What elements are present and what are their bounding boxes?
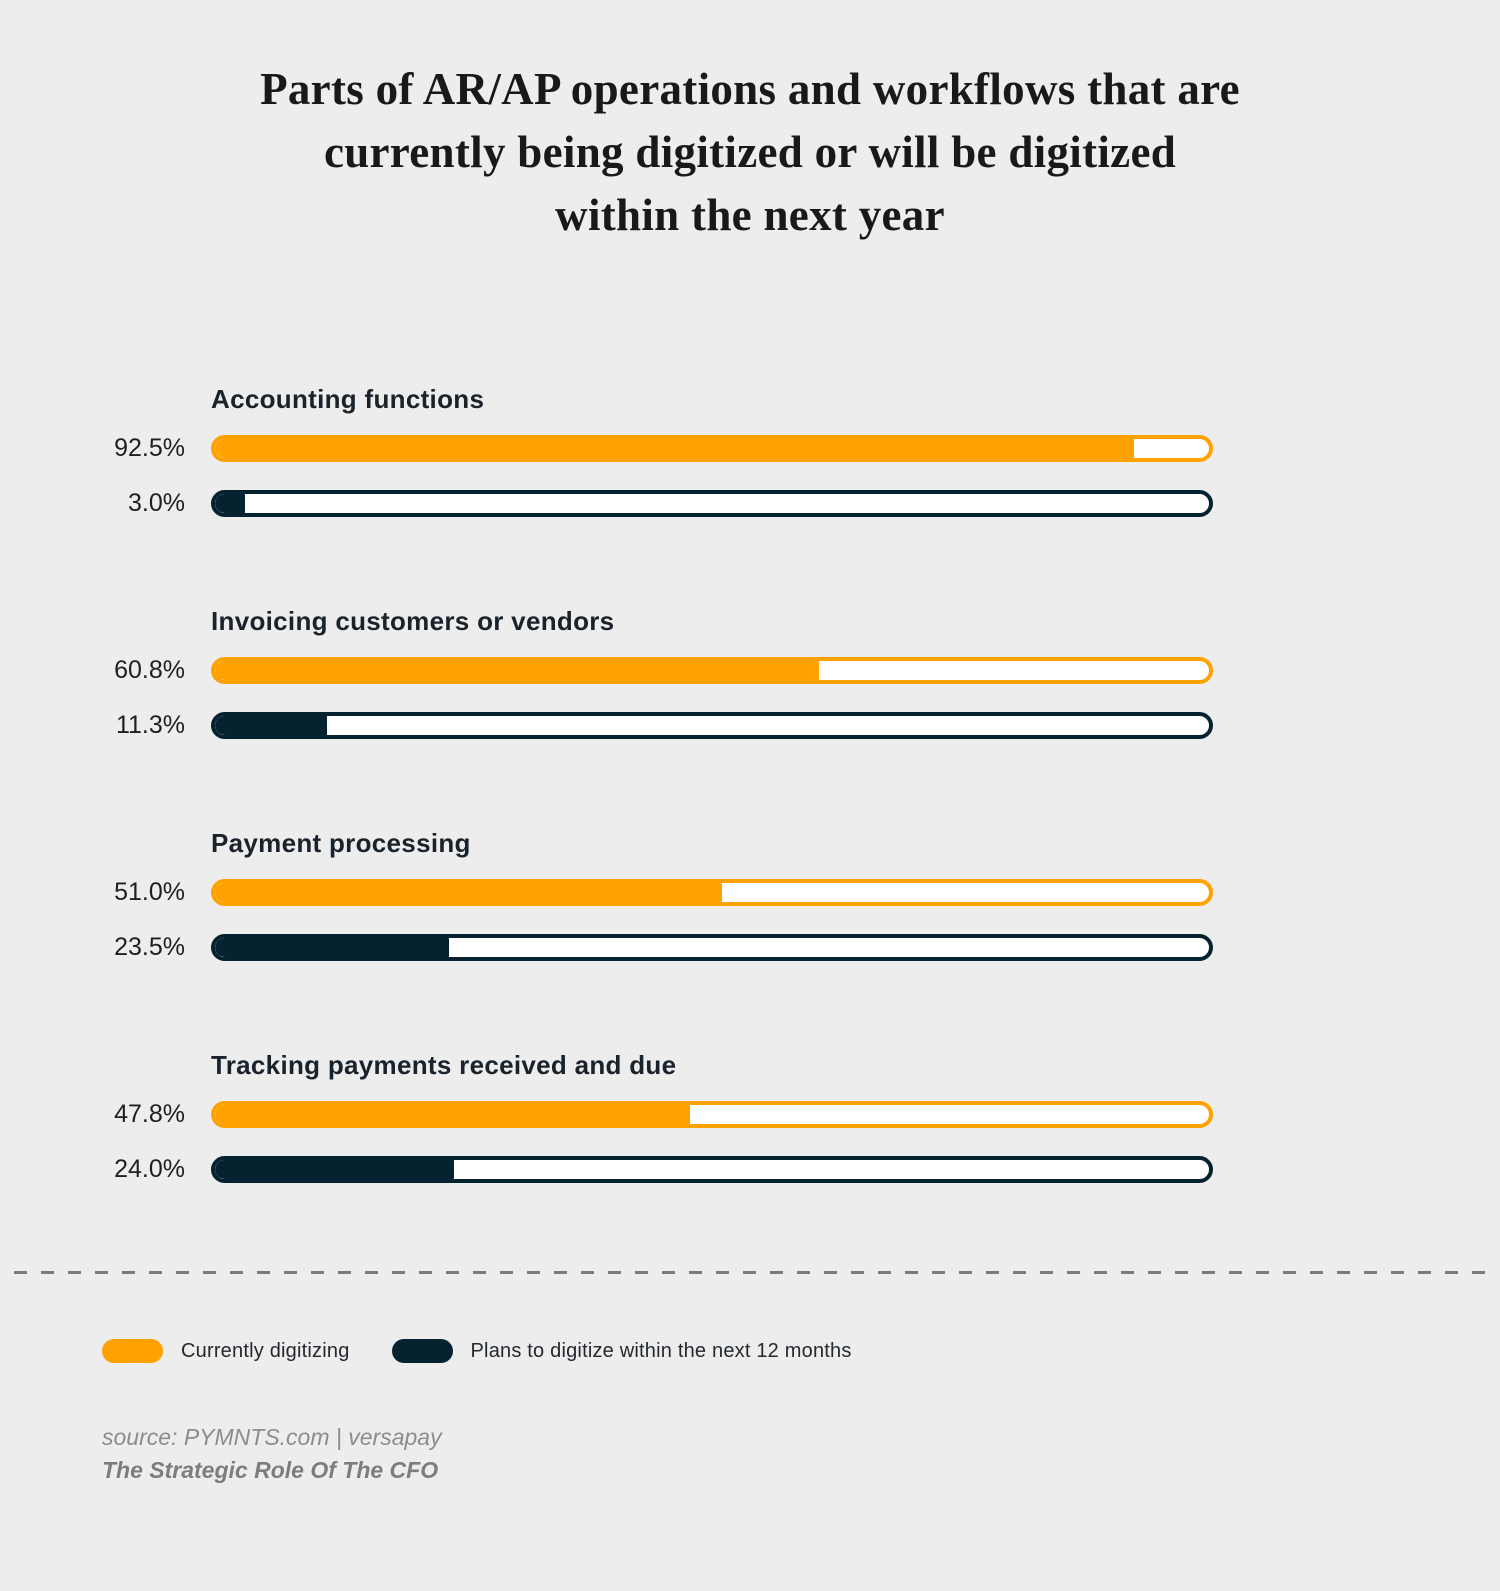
bar-track-plans (211, 712, 1213, 739)
bar-fill-current (215, 1105, 690, 1124)
bar-fill-plans (215, 494, 245, 513)
bar-fill-current (215, 883, 722, 902)
value-label-current: 60.8% (114, 656, 185, 684)
bar-track-current (211, 1101, 1213, 1128)
value-label-plans: 24.0% (114, 1155, 185, 1183)
bar-fill-current (215, 439, 1134, 458)
chart-group-payment-processing (0, 827, 1500, 961)
bar-row-plans (0, 1156, 1500, 1183)
bar-fill-current (215, 661, 819, 680)
value-label-current: 47.8% (114, 1100, 185, 1128)
category-label: Accounting functions (211, 384, 485, 414)
legend-item-plans (392, 1339, 852, 1363)
legend-swatch-plans (392, 1339, 453, 1363)
chart-title-line-3: within the next year (555, 190, 945, 240)
legend (102, 1339, 1500, 1363)
source-line: source: PYMNTS.com | versapay (102, 1424, 442, 1450)
chart-group-tracking-payments (0, 1049, 1500, 1183)
bar-track-current (211, 657, 1213, 684)
bar-row-plans (0, 712, 1500, 739)
category-label: Invoicing customers or vendors (211, 606, 615, 636)
source-report-title: The Strategic Role Of The CFO (102, 1457, 439, 1483)
bar-track-plans (211, 1156, 1213, 1183)
bar-row-current (0, 879, 1500, 906)
bar-row-current (0, 657, 1500, 684)
legend-label-current: Currently digitizing (181, 1339, 350, 1362)
chart-title (130, 58, 1370, 247)
bar-row-plans (0, 490, 1500, 517)
bar-row-current (0, 1101, 1500, 1128)
chart-group-invoicing (0, 605, 1500, 739)
value-label-plans: 23.5% (114, 933, 185, 961)
bar-track-current (211, 879, 1213, 906)
legend-label-plans: Plans to digitize within the next 12 months (470, 1339, 852, 1362)
legend-swatch-current (102, 1339, 163, 1363)
value-label-current: 51.0% (114, 878, 185, 906)
bar-track-plans (211, 490, 1213, 517)
bar-track-current (211, 435, 1213, 462)
bar-track-plans (211, 934, 1213, 961)
source-credit (102, 1421, 1500, 1487)
dashed-divider (14, 1271, 1486, 1274)
chart-group-accounting-functions (0, 383, 1500, 517)
legend-item-current (102, 1339, 350, 1363)
bar-fill-plans (215, 938, 449, 957)
chart-title-line-2: currently being digitized or will be digitized (323, 127, 1177, 177)
value-label-current: 92.5% (114, 434, 185, 462)
category-label: Tracking payments received and due (211, 1050, 677, 1080)
bar-chart (0, 383, 1500, 1183)
chart-title-line-1: Parts of AR/AP operations and workflows that are (260, 64, 1240, 114)
bar-row-plans (0, 934, 1500, 961)
bar-row-current (0, 435, 1500, 462)
value-label-plans: 11.3% (115, 711, 185, 739)
bar-fill-plans (215, 1160, 454, 1179)
category-label: Payment processing (211, 828, 471, 858)
value-label-plans: 3.0% (128, 489, 185, 517)
bar-fill-plans (215, 716, 327, 735)
